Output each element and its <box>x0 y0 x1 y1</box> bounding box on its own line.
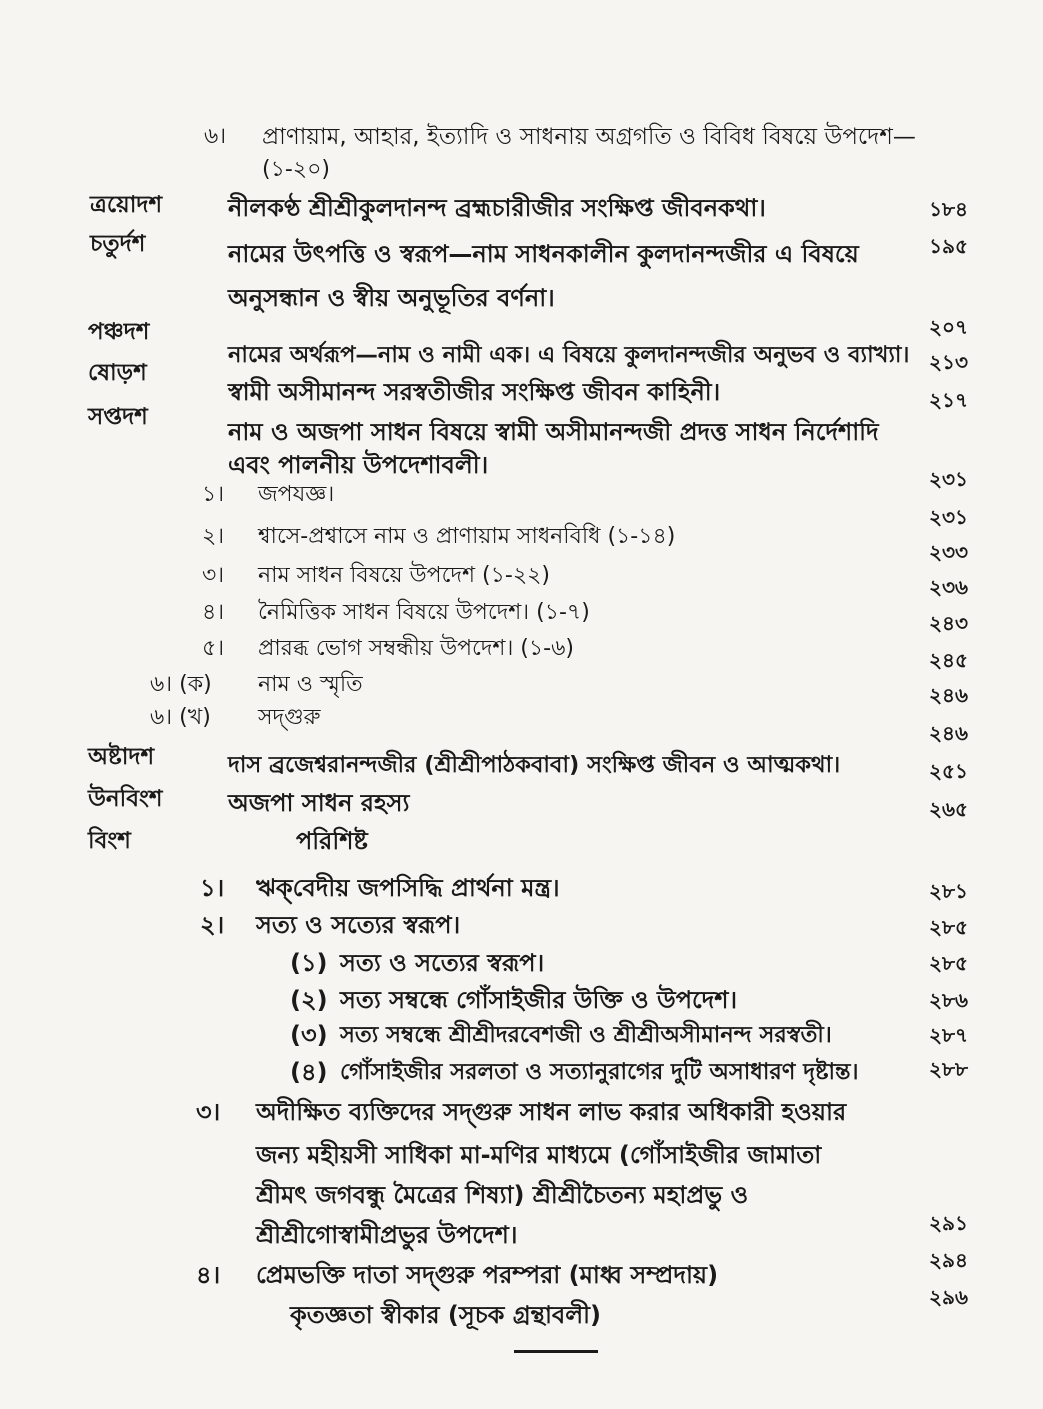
entry-number: ১। <box>200 874 225 902</box>
entry-text-cont: শ্রীশ্রীগোস্বামীপ্রভুর উপদেশ। <box>256 1221 518 1249</box>
page-number: ২৩১ <box>929 467 968 491</box>
entry-text: প্রেমভক্তি দাতা সদ্গুরু পরম্পরা (মাধ্ব সম্প্রদায়) <box>256 1261 719 1289</box>
page-number: ২৮৬ <box>929 988 968 1012</box>
page-number: ২৮৭ <box>929 1023 968 1047</box>
entry-number: (২) <box>290 986 328 1014</box>
entry-text: নীলকণ্ঠ শ্রীশ্রীকুলদানন্দ ব্রহ্মচারীজীর সংক্ষিপ্ত জীবনকথা। <box>228 194 766 222</box>
chapter-label: উনবিংশ <box>88 786 163 812</box>
chapter-label: ত্রয়োদশ <box>90 192 163 218</box>
page-number: ২৬৫ <box>929 797 968 821</box>
chapter-label: পঞ্চদশ <box>88 319 150 345</box>
entry-text-cont: এবং পালনীয় উপদেশাবলী। <box>228 451 489 479</box>
page-number: ১৮৪ <box>929 197 968 221</box>
page-number: ২৮১ <box>929 879 968 903</box>
entry-text: সদ্গুরু <box>258 705 321 730</box>
entry-number: ৪। <box>196 1261 221 1289</box>
page-number: ২৩১ <box>929 505 968 529</box>
chapter-label: চতুর্দশ <box>90 231 146 257</box>
entry-text: স্বামী অসীমানন্দ সরস্বতীজীর সংক্ষিপ্ত জীবন কাহিনী। <box>228 378 721 406</box>
page-number: ২১৭ <box>929 388 968 412</box>
entry-text: সত্য ও সত্যের স্বরূপ। <box>340 949 545 977</box>
chapter-label: বিংশ <box>88 828 131 854</box>
entry-text: গোঁসাইজীর সরলতা ও সত্যানুরাগের দুটি অসাধারণ দৃষ্টান্ত। <box>340 1059 859 1085</box>
entry-text: অদীক্ষিত ব্যক্তিদের সদ্গুরু সাধন লাভ করার অধিকারী হওয়ার <box>256 1098 847 1126</box>
entry-text: নাম ও অজপা সাধন বিষয়ে স্বামী অসীমানন্দজী প্রদত্ত সাধন নির্দেশাদি <box>228 418 879 446</box>
entry-number: ২। <box>202 524 225 549</box>
entry-text-cont: অনুসন্ধান ও স্বীয় অনুভূতির বর্ণনা। <box>228 284 555 312</box>
entry-text: নাম ও স্মৃতি <box>258 672 363 697</box>
page-number: ২৯৪ <box>929 1248 968 1272</box>
page-number: ২৯৬ <box>929 1285 968 1309</box>
page-number: ২৩৩ <box>928 540 968 564</box>
page-number: ২৮৫ <box>929 951 968 975</box>
entry-text: কৃতজ্ঞতা স্বীকার (সূচক গ্রন্থাবলী) <box>290 1301 601 1329</box>
chapter-label: ষোড়শ <box>88 360 147 386</box>
page-number: ১৯৫ <box>929 234 968 258</box>
entry-number: ৩। <box>196 1098 221 1126</box>
entry-text: অজপা সাধন রহস্য <box>228 789 410 817</box>
entry-text: সত্য সম্বন্ধে গোঁসাইজীর উক্তি ও উপদেশ। <box>340 986 738 1014</box>
entry-number: ৩। <box>202 563 225 588</box>
entry-number: (৩) <box>290 1021 328 1049</box>
entry-text: সত্য ও সত্যের স্বরূপ। <box>256 911 461 939</box>
entry-number: ১। <box>202 482 225 507</box>
entry-text: সত্য সম্বন্ধে শ্রীশ্রীদরবেশজী ও শ্রীশ্রীঅসীমানন্দ সরস্বতী। <box>340 1022 832 1048</box>
page-number: ২৮৮ <box>929 1057 968 1081</box>
entry-text-cont: শ্রীমৎ জগবন্ধু মৈত্রের শিষ্যা) শ্রীশ্রীচৈতন্য মহাপ্রভু ও <box>256 1181 749 1209</box>
entry-number: (১) <box>290 949 328 977</box>
entry-text: নাম সাধন বিষয়ে উপদেশ (১-২২) <box>258 563 551 588</box>
entry-number: ৬। <box>204 124 227 149</box>
entry-text: নৈমিত্তিক সাধন বিষয়ে উপদেশ। (১-৭) <box>258 600 590 625</box>
page-number: ২৪৬ <box>929 721 968 745</box>
entry-text: শ্বাসে-প্রশ্বাসে নাম ও প্রাণায়াম সাধনবিধি (১-১৪) <box>258 524 676 549</box>
entry-text: প্রাণায়াম, আহার, ইত্যাদি ও সাধনায় অগ্রগতি ও বিবিধ বিষয়ে উপদেশ— <box>262 124 916 150</box>
page-number: ২০৭ <box>928 315 968 339</box>
entry-number: ২। <box>200 911 225 939</box>
page-number: ২৫১ <box>929 759 968 783</box>
entry-text: ঋক্‌বেদীয় জপসিদ্ধি প্রার্থনা মন্ত্র। <box>256 874 560 902</box>
entry-number: ৬। (খ) <box>150 705 211 730</box>
entry-text: প্রারব্ধ ভোগ সম্বন্ধীয় উপদেশ। (১-৬) <box>258 636 574 661</box>
chapter-label: অষ্টাদশ <box>88 744 155 770</box>
page-number: ২৪৩ <box>929 611 968 635</box>
entry-text: দাস ব্রজেশ্বরানন্দজীর (শ্রীশ্রীপাঠকবাবা) সংক্ষিপ্ত জীবন ও আত্মকথা। <box>228 752 841 778</box>
chapter-label: সপ্তদশ <box>88 404 148 430</box>
entry-text-cont: (১-২০) <box>262 157 330 182</box>
entry-text: জপযজ্ঞ। <box>258 482 335 507</box>
entry-text-cont: জন্য মহীয়সী সাধিকা মা-মণির মাধ্যমে (গোঁসাইজীর জামাতা <box>256 1141 822 1169</box>
end-rule <box>514 1350 598 1353</box>
appendix-heading: পরিশিষ্ট <box>296 827 368 855</box>
entry-number: ৬। (ক) <box>150 672 212 697</box>
entry-text: নামের উৎপত্তি ও স্বরূপ—নাম সাধনকালীন কুলদানন্দজীর এ বিষয়ে <box>228 240 859 268</box>
entry-number: ৪। <box>202 600 225 625</box>
page-number: ২৯১ <box>929 1211 968 1235</box>
entry-number: (৪) <box>290 1058 328 1086</box>
entry-number: ৫। <box>202 636 225 661</box>
page-number: ২৪৫ <box>929 648 968 672</box>
page-number: ২৩৬ <box>928 575 968 599</box>
page-number: ২৮৫ <box>929 915 968 939</box>
entry-text: নামের অর্থরূপ—নাম ও নামী এক। এ বিষয়ে কুলদানন্দজীর অনুভব ও ব্যাখ্যা। <box>228 342 910 368</box>
page-number: ২১৩ <box>929 350 968 374</box>
page-number: ২৪৬ <box>929 683 968 707</box>
